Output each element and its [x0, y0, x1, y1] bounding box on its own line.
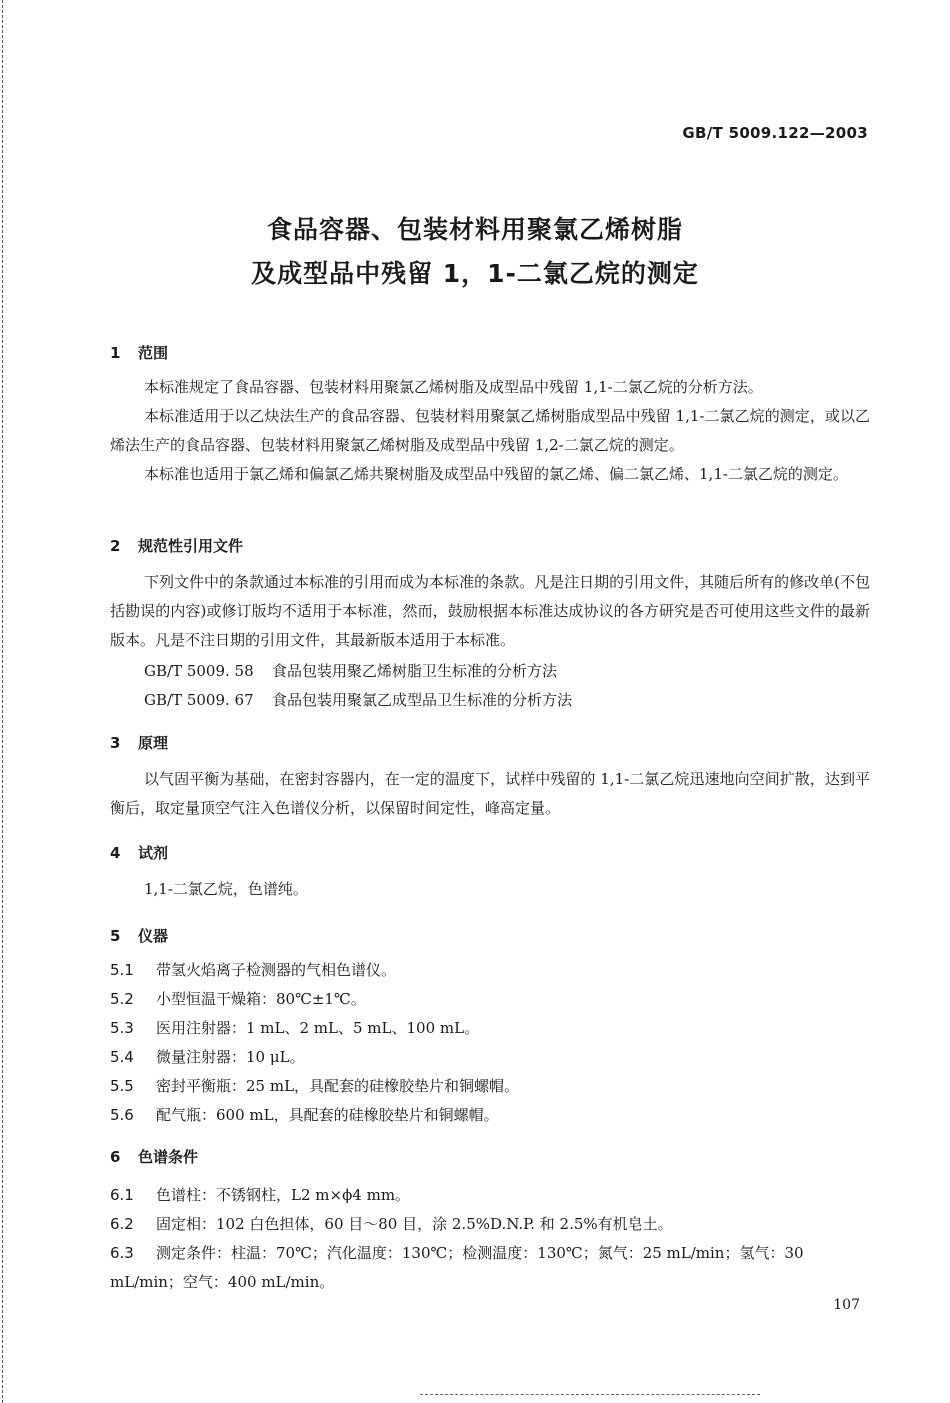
item-number: 5.1 — [110, 961, 134, 979]
section-number: 1 — [110, 344, 121, 362]
paragraph-scope-2: 本标准适用于以乙炔法生产的食品容器、包装材料用聚氯乙烯树脂成型品中残留 1,1-二氯乙烷的测定，或以乙烯法生产的食品容器、包装材料用聚氯乙烯树脂及成型品中残留 1,2-二氯乙烷的测定。 — [110, 407, 870, 454]
item-text: 小型恒温干燥箱：80℃±1℃。 — [156, 990, 366, 1008]
section-heading-5 — [110, 925, 168, 946]
item-number: 6.1 — [110, 1186, 134, 1204]
item-text: 配气瓶：600 mL，具配套的硅橡胶垫片和铜螺帽。 — [156, 1106, 499, 1124]
apparatus-item — [110, 1043, 870, 1072]
item-number: 6.2 — [110, 1215, 134, 1233]
paragraph-reagent: 1,1-二氯乙烷，色谱纯。 — [144, 880, 308, 898]
item-text: 带氢火焰离子检测器的气相色谱仪。 — [156, 961, 397, 979]
item-text: 医用注射器：1 mL、2 mL、5 mL、100 mL。 — [156, 1019, 480, 1037]
reference-item — [144, 689, 572, 710]
apparatus-item — [110, 956, 870, 985]
section-heading-4 — [110, 842, 168, 863]
paragraph-principle: 以气固平衡为基础，在密封容器内，在一定的温度下，试样中残留的 1,1-二氯乙烷迅速地向空间扩散，达到平衡后，取定量顶空气注入色谱仪分析，以保留时间定性，峰高定量。 — [110, 770, 870, 817]
item-number: 5.3 — [110, 1019, 134, 1037]
section-number: 3 — [110, 734, 121, 752]
item-number: 5.5 — [110, 1077, 134, 1095]
chromatography-item — [110, 1181, 870, 1210]
item-number: 6.3 — [110, 1244, 134, 1262]
section-title: 范围 — [138, 344, 169, 362]
apparatus-item — [110, 1072, 870, 1101]
reference-code: GB/T 5009. 58 — [144, 662, 254, 680]
section-heading-2 — [110, 535, 243, 556]
apparatus-item — [110, 985, 870, 1014]
section-title: 仪器 — [138, 927, 169, 945]
apparatus-item — [110, 1014, 870, 1043]
reference-item — [144, 660, 557, 681]
item-text: 微量注射器：10 μL。 — [156, 1048, 305, 1066]
item-text: 测定条件：柱温：70℃；汽化温度：130℃；检测温度：130℃；氮气：25 mL/min；氢气：30 mL/min；空气：400 mL/min。 — [110, 1244, 804, 1291]
paragraph-references: 下列文件中的条款通过本标准的引用而成为本标准的条款。凡是注日期的引用文件，其随后所有的修改单(不包括勘误的内容)或修订版均不适用于本标准，然而，鼓励根据本标准达成协议的各方研究是否可使用这些文件的最新版本。凡是不注日期的引用文件，其最新版本适用于本标准。 — [110, 573, 870, 649]
chromatography-item — [110, 1210, 870, 1239]
section-title: 规范性引用文件 — [138, 537, 244, 555]
standard-number: GB/T 5009.122—2003 — [682, 124, 868, 142]
item-text: 固定相：102 白色担体，60 目～80 目，涂 2.5%D.N.P. 和 2.5%有机皂土。 — [156, 1215, 673, 1233]
paragraph-scope-1: 本标准规定了食品容器、包装材料用聚氯乙烯树脂及成型品中残留 1,1-二氯乙烷的分析方法。 — [144, 378, 763, 396]
item-number: 5.4 — [110, 1048, 134, 1066]
section-title: 试剂 — [138, 844, 169, 862]
section-number: 5 — [110, 927, 121, 945]
item-number: 5.2 — [110, 990, 134, 1008]
section-number: 6 — [110, 1148, 121, 1166]
section-title: 色谱条件 — [138, 1148, 199, 1166]
scan-bottom-edge — [420, 1394, 760, 1395]
section-title: 原理 — [138, 734, 169, 752]
page-number: 107 — [833, 1297, 860, 1313]
item-text: 密封平衡瓶：25 mL，具配套的硅橡胶垫片和铜螺帽。 — [156, 1077, 520, 1095]
section-heading-6 — [110, 1146, 198, 1167]
reference-title: 食品包装用聚氯乙成型品卫生标准的分析方法 — [272, 691, 573, 709]
chromatography-item — [110, 1239, 870, 1297]
apparatus-item — [110, 1101, 870, 1130]
section-number: 4 — [110, 844, 121, 862]
item-number: 5.6 — [110, 1106, 134, 1124]
reference-title: 食品包装用聚乙烯树脂卫生标准的分析方法 — [272, 662, 558, 680]
section-number: 2 — [110, 537, 121, 555]
document-title-line1: 食品容器、包装材料用聚氯乙烯树脂 — [266, 215, 683, 244]
section-heading-3 — [110, 732, 168, 753]
item-text: 色谱柱：不锈钢柱，L2 m×ϕ4 mm。 — [156, 1186, 411, 1204]
document-title-line2: 及成型品中残留 1，1-二氯乙烷的测定 — [251, 259, 699, 288]
section-heading-1 — [110, 342, 168, 363]
reference-code: GB/T 5009. 67 — [144, 691, 254, 709]
paragraph-scope-3: 本标准也适用于氯乙烯和偏氯乙烯共聚树脂及成型品中残留的氯乙烯、偏二氯乙烯、1,1-二氯乙烷的测定。 — [144, 465, 848, 483]
